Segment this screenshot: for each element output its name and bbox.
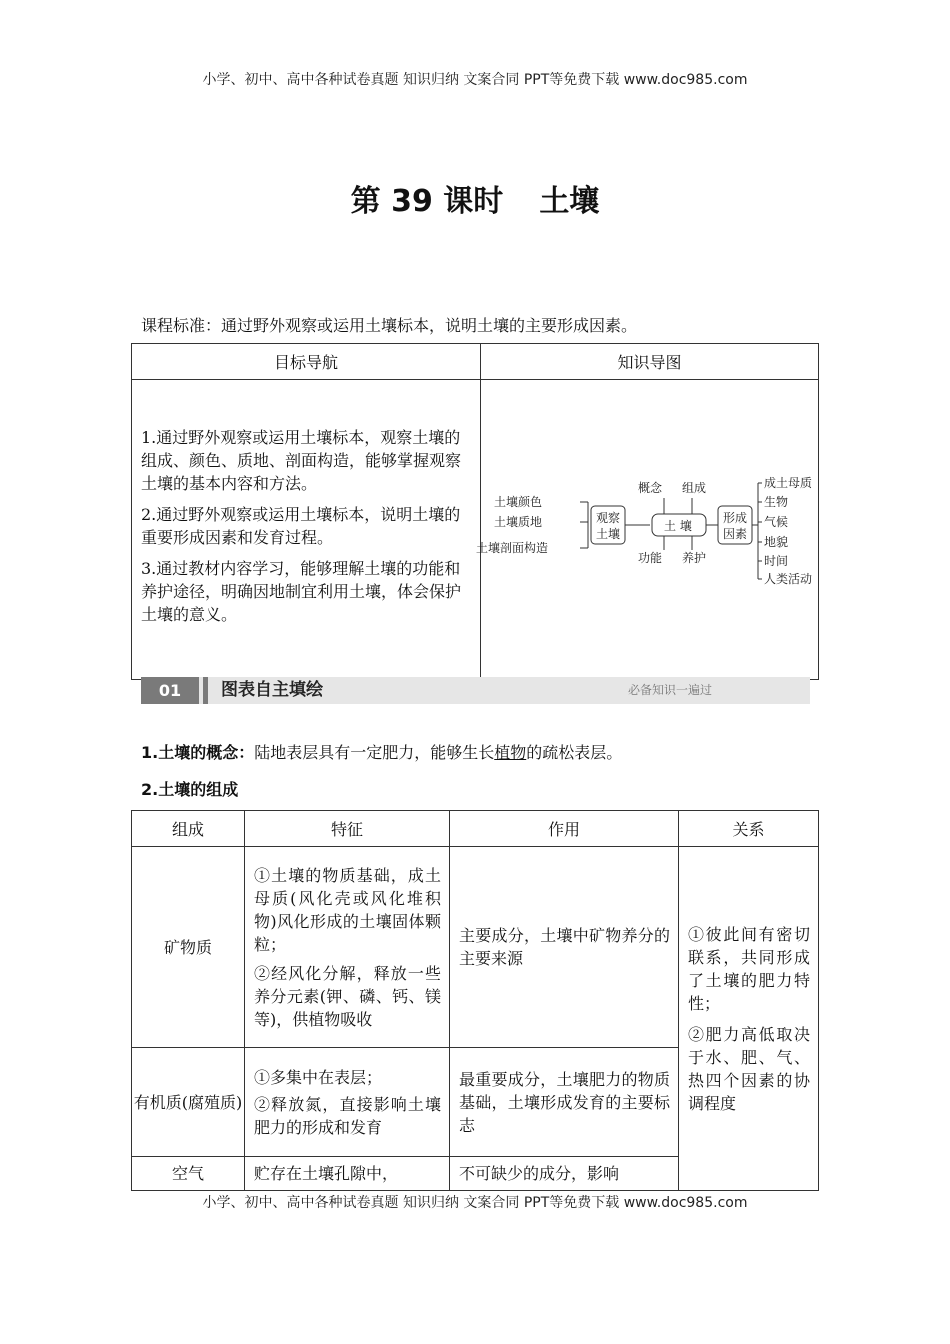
banner-bar [203,677,208,704]
course-standard: 课程标准：通过野外观察或运用土壤标本，说明土壤的主要形成因素。 [141,316,638,335]
concept-text: 陆地表层具有一定肥力，能够生长 [254,743,495,762]
concept-line [141,740,622,763]
map-observe-2: 土壤 [595,526,620,541]
row-features [245,1157,450,1191]
knowledge-map-cell [475,380,819,680]
row-name: 矿物质 [132,847,245,1048]
relation-item: ②肥力高低取决于水、肥、气、热四个因素的协调程度 [688,1024,810,1113]
concept-underlined: 植物 [494,743,527,762]
row-role: 最重要成分，土壤肥力的物质基础，土壤形成发育的主要标志 [450,1048,679,1157]
map-form-1: 形成 [722,510,747,525]
col-map-header: 知识导图 [481,344,819,380]
concept-head: 1.土壤的概念： [141,743,255,762]
relation-item: ①彼此间有密切联系，共同形成了土壤的肥力特性； [688,924,810,1013]
section-banner [141,677,810,704]
map-right-time: 时间 [763,553,788,568]
map-observe-1: 观察 [595,510,620,525]
map-left-color: 土壤颜色 [493,494,542,509]
map-left-texture: 土壤质地 [493,514,542,529]
composition-table [131,810,819,1191]
title-topic: 土壤 [539,184,600,219]
goal-item: 1.通过野外观察或运用土壤标本，观察土壤的组成、颜色、质地、剖面构造，能够掌握观察土壤的基本内容和方法。 [141,427,462,493]
concept-tail: 的疏松表层。 [526,743,623,762]
page-title [0,176,950,220]
composition-heading: 2.土壤的组成 [141,780,239,799]
map-left-profile: 土壤剖面构造 [475,540,548,555]
feature-item: ②释放氮，直接影响土壤肥力的形成和发育 [254,1094,441,1137]
feature-item: ②经风化分解，释放一些养分元素(钾、磷、钙、镁等)，供植物吸收 [254,963,441,1029]
goals-cell [132,380,481,680]
th-relation: 关系 [679,811,819,847]
relation-cell [679,847,819,1191]
map-right-landform: 地貌 [763,534,788,549]
map-center: 土 壤 [663,518,692,533]
map-bottom-care: 养护 [681,550,706,565]
page-footer: 小学、初中、高中各种试卷真题 知识归纳 文案合同 PPT等免费下载 www.doc985.com [202,1195,748,1211]
th-composition: 组成 [132,811,245,847]
banner-label: 图表自主填绘 [221,680,323,700]
goal-item: 3.通过教材内容学习，能够理解土壤的功能和养护途径，明确因地制宜利用土壤，体会保护土壤的意义。 [141,558,462,624]
map-right-parent: 成土母质 [763,475,812,490]
row-name: 空气 [132,1157,245,1191]
row-name: 有机质(腐殖质) [132,1048,245,1157]
row-features [245,1048,450,1157]
overview-table [131,343,819,680]
goal-item: 2.通过野外观察或运用土壤标本，说明土壤的重要形成因素和发育过程。 [141,504,461,547]
map-form-2: 因素 [722,526,747,541]
map-bottom-function: 功能 [637,550,662,565]
col-goals-header: 目标导航 [132,344,481,380]
row-features [245,847,450,1048]
knowledge-map [475,470,812,590]
title-lesson: 第 39 课时 [350,184,504,219]
th-feature: 特征 [245,811,450,847]
banner-number: 01 [141,677,199,704]
feature-item: 贮存在土壤孔隙中， [254,1164,399,1183]
map-right-climate: 气候 [763,514,788,529]
row-role: 主要成分，土壤中矿物养分的主要来源 [450,847,679,1048]
map-top-concept: 概念 [637,480,662,495]
th-role: 作用 [450,811,679,847]
map-right-human: 人类活动 [763,571,812,586]
map-top-composition: 组成 [681,480,706,495]
banner-right-text: 必备知识一遍过 [627,683,712,697]
page-header: 小学、初中、高中各种试卷真题 知识归纳 文案合同 PPT等免费下载 www.doc985.com [202,72,748,88]
row-role: 不可缺少的成分，影响 [450,1157,679,1191]
map-right-bio: 生物 [763,494,788,509]
feature-item: ①多集中在表层； [254,1067,383,1087]
feature-item: ①土壤的物质基础，成土母质(风化壳或风化堆积物)风化形成的土壤固体颗粒； [254,865,441,954]
